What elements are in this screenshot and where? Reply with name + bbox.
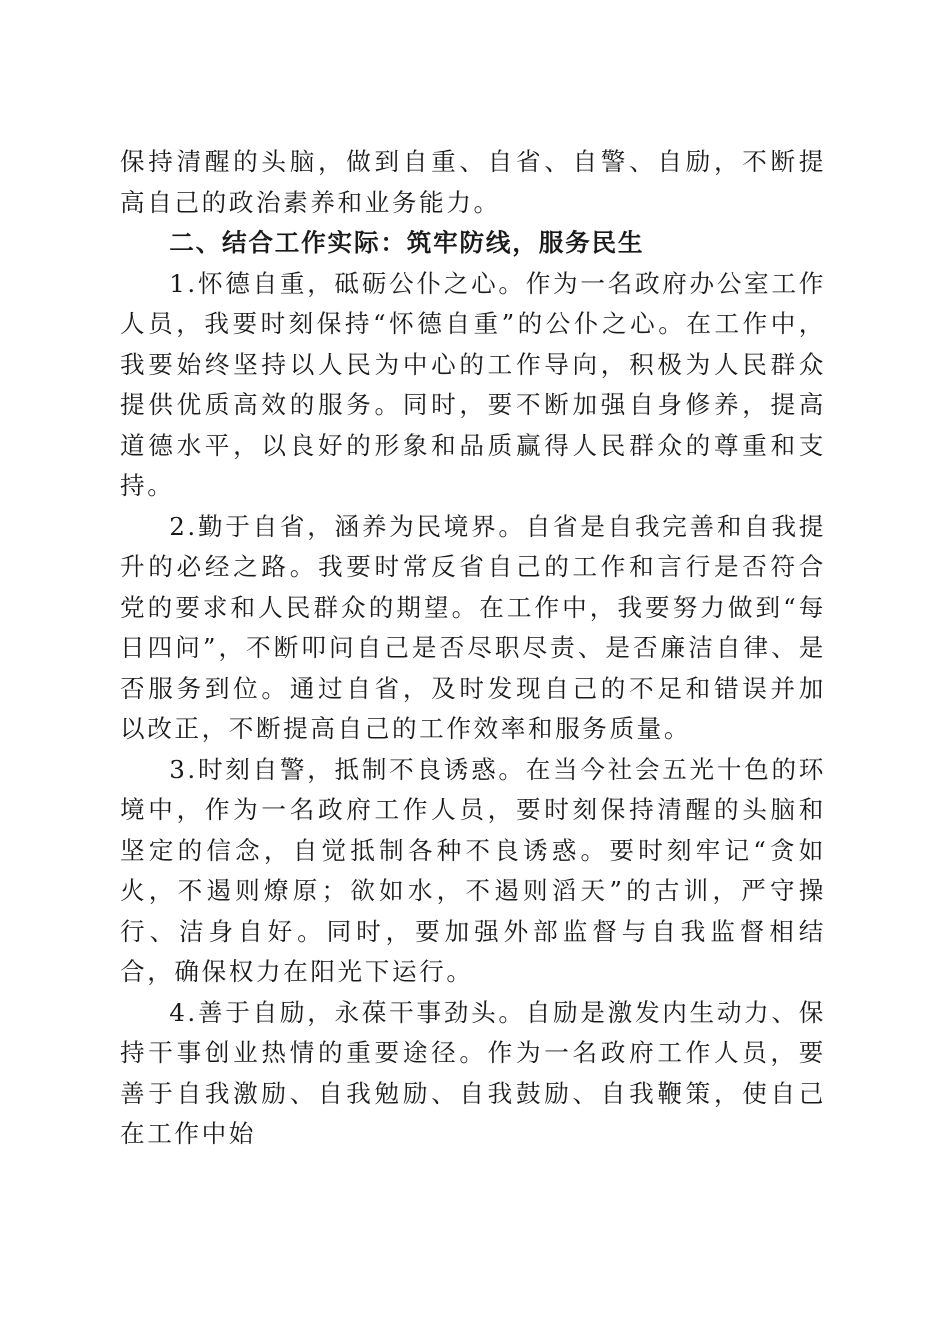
paragraph-item-2: 2.勤于自省，涵养为民境界。自省是自我完善和自我提升的必经之路。我要时常反省自己的工作和言行是否符合党的要求和人民群众的期望。在工作中，我要努力做到“每日四问”，不断叩问自己是否尽职尽责、是否廉洁自律、是否服务到位。通过自省，及时发现自己的不足和错误并加以改正，不断提高自己的工作效率和服务质量。 <box>120 511 826 743</box>
document-body <box>120 142 826 1155</box>
paragraph-item-3: 3.时刻自警，抵制不良诱惑。在当今社会五光十色的环境中，作为一名政府工作人员，要时刻保持清醒的头脑和坚定的信念，自觉抵制各种不良诱惑。要时刻牢记“贪如火，不遏则燎原；欲如水，不遏则滔天”的古训，严守操行、洁身自好。同时，要加强外部监督与自我监督相结合，确保权力在阳光下运行。 <box>120 754 826 986</box>
paragraph-continuation: 保持清醒的头脑，做到自重、自省、自警、自励，不断提高自己的政治素养和业务能力。 <box>120 147 826 217</box>
section-heading: 二、结合工作实际：筑牢防线，服务民生 <box>169 228 645 257</box>
paragraph-item-1: 1.怀德自重，砥砺公仆之心。作为一名政府办公室工作人员，我要时刻保持“怀德自重”的公仆之心。在工作中，我要始终坚持以人民为中心的工作导向，积极为人民群众提供优质高效的服务。同时，要不断加强自身修养，提高道德水平，以良好的形象和品质赢得人民群众的尊重和支持。 <box>120 268 826 500</box>
paragraph-item-4: 4.善于自励，永葆干事劲头。自励是激发内生动力、保持干事创业热情的重要途径。作为一名政府工作人员，要善于自我激励、自我勉励、自我鼓励、自我鞭策，使自己在工作中始 <box>120 997 826 1148</box>
